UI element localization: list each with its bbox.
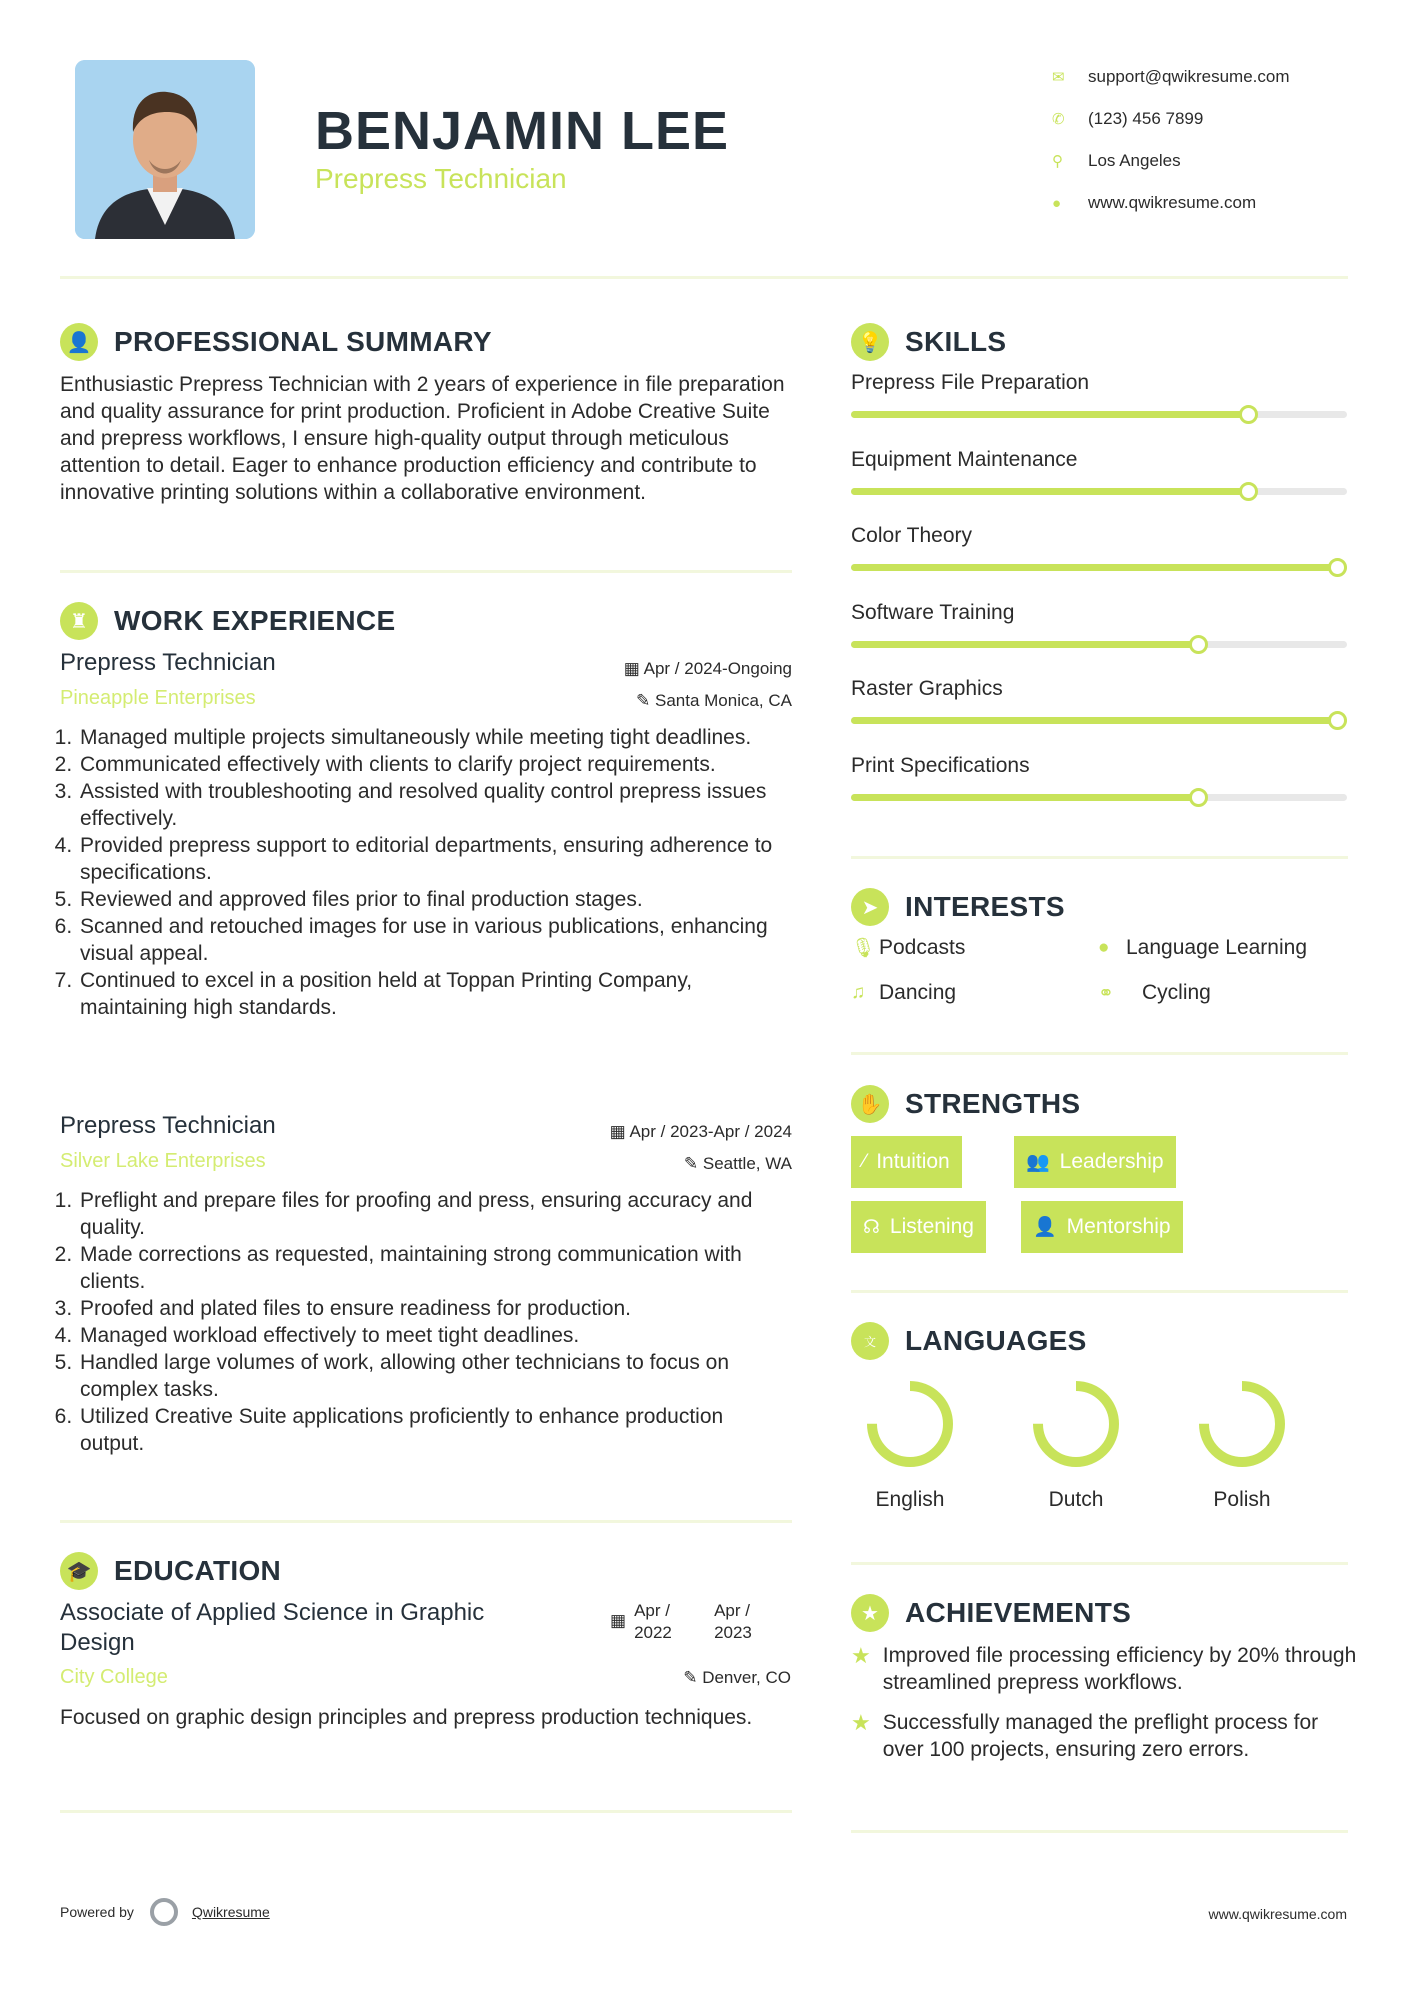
education-end: Apr / 2023 [714, 1601, 752, 1642]
users-icon: 👥 [1026, 1152, 1050, 1173]
language-ring [1028, 1376, 1124, 1472]
job-responsibilities [60, 1187, 792, 1457]
job-date [624, 653, 792, 685]
interest-label: Podcasts [879, 936, 966, 959]
strengths-divider [851, 1290, 1348, 1293]
skill-knob [1328, 558, 1347, 577]
profile-photo [75, 60, 255, 239]
contact-website-text: www.qwikresume.com [1088, 193, 1257, 212]
magic-wand-icon: ⁄ [863, 1151, 867, 1172]
lightbulb-icon: 💡 [851, 323, 889, 361]
skill-fill [851, 794, 1198, 801]
list-item: 3. Assisted with troubleshooting and resolved quality control prepress issues effectively. [78, 778, 792, 832]
language-ring [862, 1376, 958, 1472]
achievements-title: ACHIEVEMENTS [905, 1597, 1132, 1628]
job-location [624, 685, 792, 717]
language-item [1182, 1376, 1302, 1512]
skill-track [851, 794, 1347, 801]
skill-item [851, 601, 1351, 661]
skills-divider [851, 856, 1348, 859]
language-level-arc [1204, 1386, 1280, 1462]
interests-heading [851, 888, 1065, 926]
list-item: 1. Managed multiple projects simultaneously while meeting tight deadlines. [78, 724, 792, 751]
footer-url[interactable]: www.qwikresume.com [1208, 1906, 1347, 1922]
interest-item [1098, 981, 1211, 1005]
education-heading [60, 1552, 281, 1590]
bicycle-icon: ⚭ [1098, 982, 1114, 1004]
job-meta [624, 653, 792, 717]
education-school: City College [60, 1666, 168, 1688]
skill-fill [851, 488, 1248, 495]
achievement-text: Successfully managed the preflight process for over 100 projects, ensuring zero errors. [882, 1711, 1319, 1761]
strength-tag [1014, 1136, 1176, 1188]
list-item: 7. Continued to excel in a position held at Toppan Printing Company, maintaining high standards. [78, 967, 792, 1021]
skill-track [851, 488, 1347, 495]
achievements-heading [851, 1594, 1131, 1632]
globe-icon: ● [1052, 194, 1062, 212]
education-location-text: Denver, CO [702, 1668, 791, 1687]
star-icon: ★ [851, 1710, 871, 1735]
footer-brand [60, 1898, 270, 1926]
job-entry [60, 649, 792, 1021]
skill-item [851, 448, 1351, 508]
list-item: 2. Communicated effectively with clients to clarify project requirements. [78, 751, 792, 778]
skill-name: Raster Graphics [851, 677, 1003, 700]
job-company: Silver Lake Enterprises [60, 1150, 266, 1172]
hand-icon: ✋ [851, 1085, 889, 1123]
pin-icon: ✎ [683, 1668, 703, 1687]
skill-name: Equipment Maintenance [851, 447, 1078, 471]
language-level-arc [872, 1386, 948, 1462]
skill-item [851, 371, 1351, 431]
user-icon: 👤 [60, 323, 98, 361]
skill-item [851, 524, 1351, 584]
job-date [610, 1116, 792, 1148]
headphones-icon: ☊ [863, 1216, 880, 1238]
job-location-text: Santa Monica, CA [654, 691, 792, 710]
contact-phone[interactable] [1052, 98, 1352, 140]
trophy-icon: ★ [851, 1594, 889, 1632]
contact-location [1052, 140, 1352, 182]
strength-label: Intuition [876, 1150, 950, 1173]
paper-plane-icon: ➤ [851, 888, 889, 926]
job-location-text: Seattle, WA [702, 1154, 792, 1173]
language-ring [1194, 1376, 1290, 1472]
briefcase-icon: ♜ [60, 602, 98, 640]
interest-item [1098, 936, 1307, 960]
contact-location-text: Los Angeles [1088, 151, 1181, 170]
contact-email-text: support@qwikresume.com [1088, 67, 1290, 86]
education-degree: Associate of Applied Science in Graphic Design [60, 1599, 485, 1656]
skill-knob [1239, 482, 1258, 501]
language-name: Dutch [1048, 1488, 1104, 1511]
star-icon: ★ [851, 1643, 871, 1668]
skill-name: Software Training [851, 600, 1015, 624]
languages-title: LANGUAGES [905, 1325, 1087, 1356]
strength-label: Leadership [1059, 1150, 1164, 1173]
calendar-icon: ▦ [623, 659, 644, 678]
skill-track [851, 717, 1347, 724]
list-item: 4. Provided prepress support to editorial departments, ensuring adherence to specifications. [78, 832, 792, 886]
job-responsibilities [60, 724, 792, 1021]
skill-fill [851, 717, 1347, 724]
pin-icon: ✎ [636, 691, 655, 710]
skill-knob [1328, 711, 1347, 730]
languages-divider [851, 1562, 1348, 1565]
achievement-item [851, 1642, 1361, 1696]
skill-track [851, 641, 1347, 648]
job-entry [60, 1112, 792, 1457]
header-divider [60, 276, 1348, 279]
strength-tag [851, 1136, 962, 1188]
skill-fill [851, 564, 1347, 571]
interest-label: Cycling [1142, 981, 1211, 1004]
list-item: 6. Utilized Creative Suite applications proficiently to enhance production output. [78, 1403, 792, 1457]
list-item: 4. Managed workload effectively to meet tight deadlines. [78, 1322, 792, 1349]
job-title: Prepress Technician [60, 649, 276, 676]
interest-label: Dancing [879, 981, 957, 1004]
summary-divider [60, 570, 792, 573]
education-start: Apr / 2022 [634, 1601, 672, 1642]
strengths-title: STRENGTHS [905, 1088, 1081, 1119]
microphone-icon: 🎙 [851, 938, 876, 959]
candidate-name: BENJAMIN LEE [315, 101, 730, 161]
skill-item [851, 677, 1351, 737]
skill-name: Color Theory [851, 524, 972, 547]
skill-track [851, 411, 1347, 418]
user-plus-icon: 👤 [1033, 1217, 1057, 1238]
skills-heading [851, 323, 1006, 361]
list-item: 2. Made corrections as requested, maintaining strong communication with clients. [78, 1241, 792, 1295]
strength-label: Listening [889, 1215, 974, 1238]
interest-item [851, 936, 965, 960]
language-item [1016, 1376, 1136, 1512]
strength-tag [851, 1201, 986, 1253]
work-divider [60, 1520, 792, 1523]
calendar-icon: ▦ [610, 1611, 627, 1630]
calendar-icon: ▦ [609, 1122, 630, 1141]
job-meta [610, 1116, 792, 1180]
music-note-icon: ♫ [851, 982, 866, 1003]
education-location [683, 1668, 791, 1688]
languages-heading [851, 1322, 1087, 1360]
list-item: 3. Proofed and plated files to ensure readiness for production. [78, 1295, 792, 1322]
interests-title: INTERESTS [905, 891, 1065, 922]
summary-heading [60, 323, 492, 361]
work-title: WORK EXPERIENCE [114, 605, 396, 636]
strength-label: Mentorship [1066, 1215, 1171, 1238]
mail-icon: ✉ [1052, 69, 1065, 86]
language-level-arc [1038, 1386, 1114, 1462]
interests-divider [851, 1052, 1348, 1055]
skill-fill [851, 411, 1248, 418]
skill-name: Print Specifications [851, 753, 1030, 777]
education-divider [60, 1810, 792, 1813]
qwikresume-logo-icon [150, 1898, 178, 1926]
interest-item [851, 981, 956, 1005]
summary-text: Enthusiastic Prepress Technician with 2 years of experience in file preparation and quality assurance for print production. Proficient in Adobe Creative Suite and prepress workflows, I ensure high-quality output through meticulous attention to detail. Eager to enhance production efficiency and contribute to innovative printing solutions within a collaborative environment. [60, 373, 785, 504]
achievements-divider [851, 1830, 1348, 1833]
skill-knob [1189, 788, 1208, 807]
education-description: Focused on graphic design principles and prepress production techniques. [60, 1706, 753, 1729]
list-item: 6. Scanned and retouched images for use in various publications, enhancing visual appeal. [78, 913, 792, 967]
strength-tag [1021, 1201, 1183, 1253]
pin-icon: ✎ [683, 1154, 703, 1173]
job-location [610, 1148, 792, 1180]
list-item: 1. Preflight and prepare files for proofing and press, ensuring accuracy and quality. [78, 1187, 792, 1241]
candidate-role: Prepress Technician [315, 163, 567, 194]
job-date-text: Apr / 2024-Ongoing [643, 659, 792, 678]
skill-knob [1239, 405, 1258, 424]
summary-title: PROFESSIONAL SUMMARY [114, 326, 492, 357]
skill-name: Prepress File Preparation [851, 371, 1090, 394]
strengths-heading [851, 1085, 1080, 1123]
education-dates [610, 1600, 764, 1644]
interest-label: Language Learning [1126, 936, 1308, 959]
contact-phone-text: (123) 456 7899 [1088, 109, 1204, 128]
job-title: Prepress Technician [60, 1112, 276, 1139]
list-item: 5. Reviewed and approved files prior to final production stages. [78, 886, 792, 913]
education-title: EDUCATION [114, 1555, 282, 1586]
achievement-text: Improved file processing efficiency by 20% through streamlined prepress workflows. [882, 1644, 1357, 1694]
work-heading [60, 602, 395, 640]
contact-list [1052, 56, 1352, 224]
language-icon: 文 [851, 1322, 889, 1360]
skill-fill [851, 641, 1198, 648]
graduation-icon: 🎓 [60, 1552, 98, 1590]
contact-website[interactable] [1052, 182, 1352, 224]
globe-icon: ● [1098, 937, 1110, 958]
language-name: Polish [1213, 1488, 1271, 1511]
achievement-item [851, 1709, 1361, 1763]
phone-icon: ✆ [1052, 111, 1065, 128]
powered-by-text: Powered by [60, 1904, 134, 1920]
skill-track [851, 564, 1347, 571]
list-item: 5. Handled large volumes of work, allowing other technicians to focus on complex tasks. [78, 1349, 792, 1403]
job-date-text: Apr / 2023-Apr / 2024 [629, 1122, 792, 1141]
language-name: English [875, 1488, 945, 1511]
skills-title: SKILLS [905, 326, 1007, 357]
language-item [850, 1376, 970, 1512]
location-icon: ⚲ [1052, 153, 1063, 170]
job-company: Pineapple Enterprises [60, 687, 256, 709]
brand-link[interactable]: Qwikresume [191, 1904, 270, 1920]
contact-email[interactable] [1052, 56, 1352, 98]
skill-item [851, 754, 1351, 814]
skill-knob [1189, 635, 1208, 654]
